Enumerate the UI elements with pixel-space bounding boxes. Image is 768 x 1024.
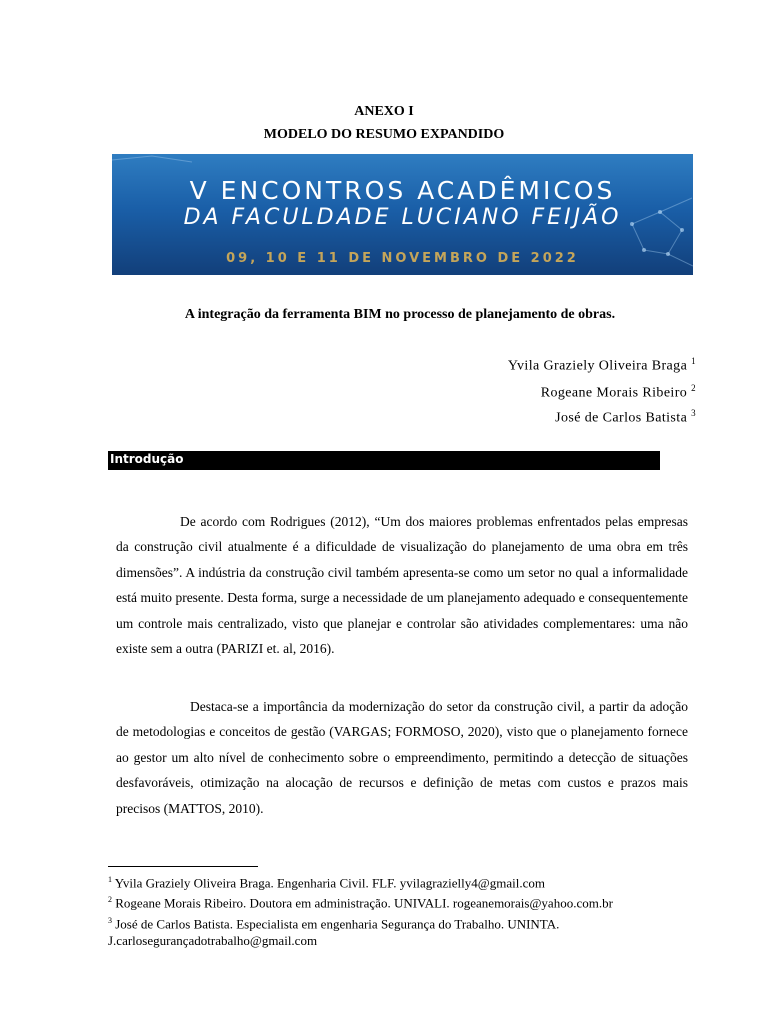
author-2 <box>541 383 696 402</box>
banner-date: 09, 10 E 11 DE NOVEMBRO DE 2022 <box>226 251 579 266</box>
author-ref: 3 <box>691 408 696 418</box>
footnote-ref: 2 <box>108 895 112 905</box>
footnote-ref: 3 <box>108 915 112 925</box>
banner-title-line-2: DA FACULDADE LUCIANO FEIJÃO <box>183 205 622 230</box>
footnotes <box>108 871 668 949</box>
body-paragraph-2: Destaca-se a importância da modernização do setor da construção civil, a partir da adoção de metodologias e conceitos de gestão (VARGAS; FORMOSO, 2020), visto que o planejamento fornece ao gestor um alto nível de conhecimento sobre o empreendimento, permitindo a detecção de situações desfavoráveis, otimização na alocação de recursos e definição de metas com custos e prazos mais precisos (MATTOS, 2010). <box>116 699 688 816</box>
author-name: José de Carlos Batista <box>555 410 688 426</box>
author-name: Yvila Graziely Oliveira Braga <box>507 358 688 374</box>
author-1 <box>508 356 696 375</box>
annex-label: ANEXO I <box>354 104 414 119</box>
section-title: Introdução <box>110 452 184 466</box>
author-ref: 1 <box>691 356 696 366</box>
section-header-bar <box>108 451 660 470</box>
annex-subtitle: MODELO DO RESUMO EXPANDIDO <box>263 127 505 142</box>
footnote-ref: 1 <box>108 875 112 884</box>
event-banner <box>112 154 693 275</box>
author-name: Rogeane Morais Ribeiro <box>540 385 688 401</box>
footnote-text: Yvila Graziely Oliveira Braga. Engenharia Civil. FLF. yvilagraziellу4@gmail.com <box>114 875 545 891</box>
footnote-1 <box>108 871 668 891</box>
footnote-text: José de Carlos Batista. Especialista em engenharia Segurança do Trabalho. UNINTA. J.carloseguranҫadotrabalho@gmail.com <box>108 915 560 948</box>
banner-title-line-1: V ENCONTROS ACADÊMICOS <box>189 176 616 205</box>
paper-title: A integração da ferramenta BIM no processo de planejamento de obras. <box>184 307 616 322</box>
body-paragraph-1: De acordo com Rodrigues (2012), “Um dos maiores problemas enfrentados pelas empresas da construção civil atualmente é a dificuldade de visualização do planejamento de uma obra em três dimensões”. A indústria da construção civil também apresenta-se como um setor no qual a informalidade está muito presente. Desta forma, surge a necessidade de um planejamento adequado e consequentemente um controle mais centralizado, visto que planejar e controlar são atividades complementares: uma não existe sem a outra (PARIZI et. al, 2016). <box>116 514 688 657</box>
footnote-divider <box>108 866 258 867</box>
author-ref: 2 <box>691 383 696 393</box>
footnote-3 <box>108 912 668 949</box>
footnote-2 <box>108 891 668 911</box>
footnote-text: Rogeane Morais Ribeiro. Doutora em administração. UNIVALI. rogeanemorais@yahoo.com.br <box>115 895 613 911</box>
author-3 <box>555 408 696 427</box>
